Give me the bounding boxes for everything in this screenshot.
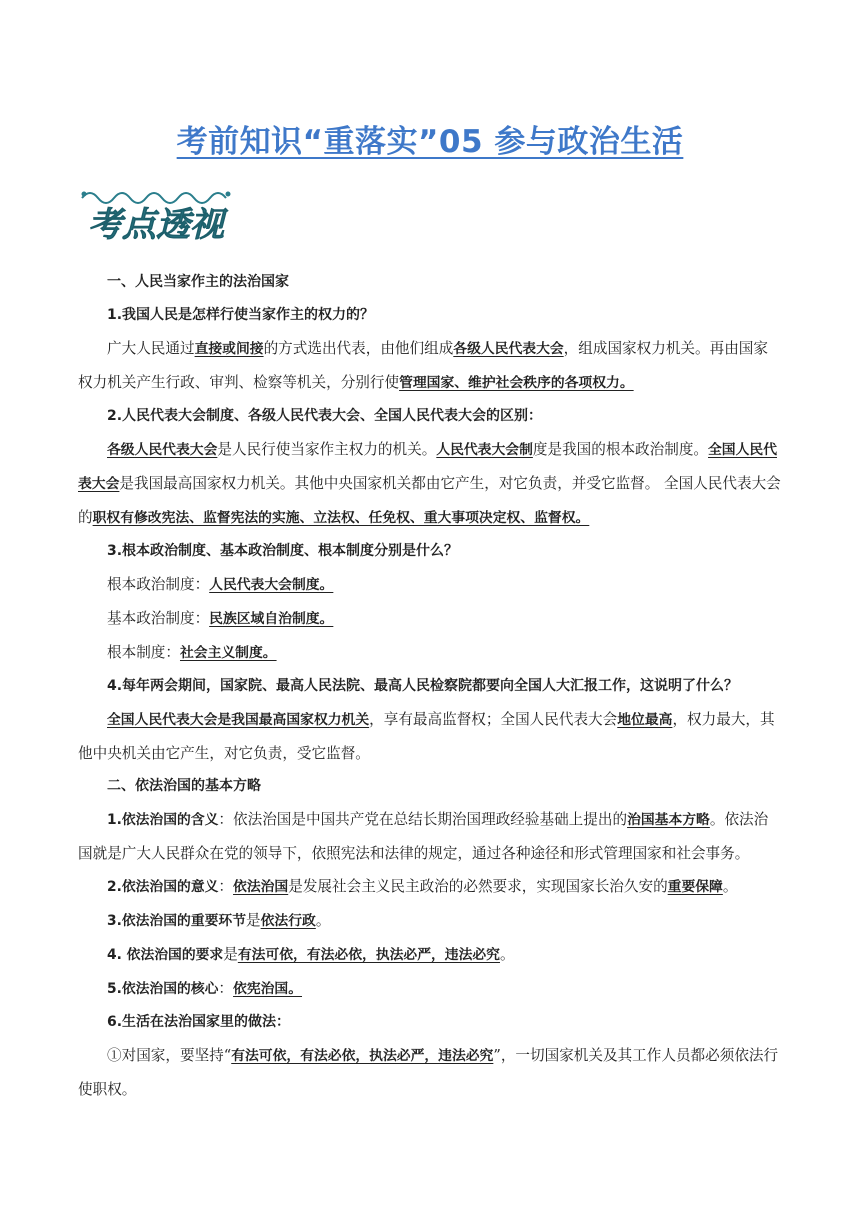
item-1: 1.依法治国的含义：依法治国是中国共产党在总结长期治国理政经验基础上提出的治国基本方略。依法治国就是广大人民群众在党的领导下，依照宪法和法律的规定，通过各种途径和形式管理国家和社会事务。 (78, 811, 769, 862)
document-body (78, 266, 782, 1106)
item-2: 2.依法治国的意义：依法治国是发展社会主义民主政治的必然要求，实现国家长治久安的重要保障。 (107, 878, 738, 895)
section-heading-2: 二、依法治国的基本方略 (107, 778, 261, 794)
answer-3-line-3: 根本制度：社会主义制度。 (107, 644, 277, 661)
answer-3-line-1: 根本政治制度：人民代表大会制度。 (107, 576, 334, 593)
section-heading-1: 一、人民当家作主的法治国家 (107, 274, 289, 290)
page-title: 考前知识“重落实”05 参与政治生活 (176, 124, 684, 160)
question-1: 1.我国人民是怎样行使当家作主的权力的？ (107, 307, 375, 323)
item-6-answer: ①对国家，要坚持“有法可依，有法必依，执法必严，违法必究”，一切国家机关及其工作人员都必须依法行使职权。 (78, 1047, 779, 1098)
answer-4: 全国人民代表大会是我国最高国家权力机关，享有最高监督权；全国人民代表大会地位最高，权力最大，其他中央机关由它产生，对它负责，受它监督。 (78, 711, 775, 762)
answer-3-line-2: 基本政治制度：民族区域自治制度。 (107, 610, 334, 627)
logo-image (78, 184, 234, 246)
item-6-question: 6.生活在法治国家里的做法： (107, 1014, 291, 1030)
logo-text: 考点透视 (88, 205, 224, 245)
item-5: 5.依法治国的核心：依宪治国。 (107, 980, 303, 997)
answer-2: 各级人民代表大会是人民行使当家作主权力的机关。人民代表大会制度是我国的根本政治制度。全国人民代表大会是我国最高国家权力机关。其他中央国家机关都由它产生，对它负责，并受它监督。 全国人民代表大会的职权有修改宪法、监督宪法的实施、立法权、任免权、重大事项决定权、监督权。 (78, 441, 781, 526)
logo-decoration (82, 193, 226, 203)
item-3: 3.依法治国的重要环节是依法行政。 (107, 912, 331, 929)
question-3: 3.根本政治制度、基本政治制度、根本制度分别是什么？ (107, 543, 459, 559)
question-4: 4.每年两会期间，国家院、最高人民法院、最高人民检察院都要向全国人大汇报工作，这说明了什么？ (107, 678, 739, 694)
question-2: 2.人民代表大会制度、各级人民代表大会、全国人民代表大会的区别： (107, 408, 543, 424)
answer-1: 广大人民通过直接或间接的方式选出代表，由他们组成各级人民代表大会，组成国家权力机关。再由国家权力机关产生行政、审判、检察等机关，分别行使管理国家、维护社会秩序的各项权力。 (78, 340, 768, 391)
item-4: 4. 依法治国的要求是有法可依，有法必依，执法必严，违法必究。 (107, 946, 515, 963)
